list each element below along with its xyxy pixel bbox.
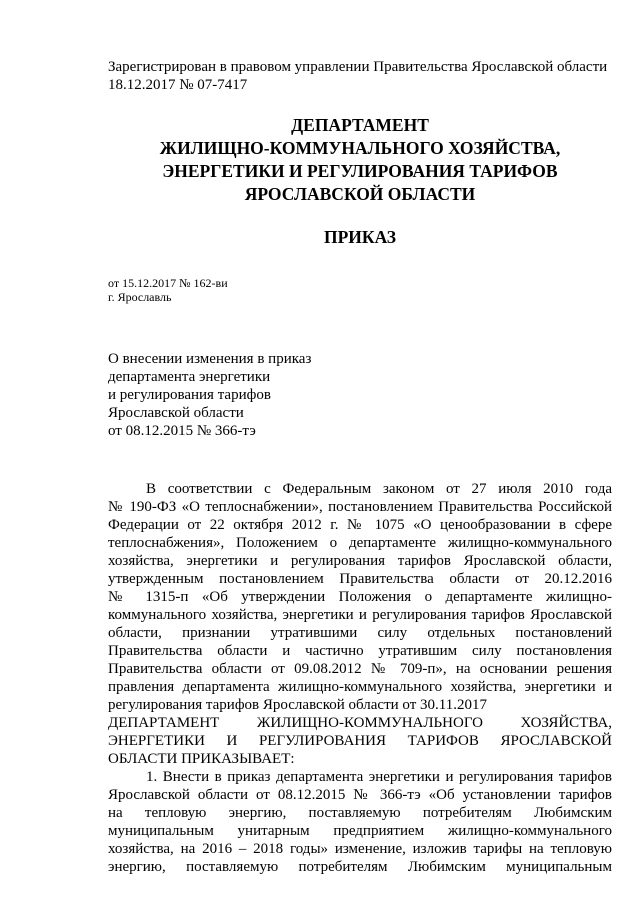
subject-line: О внесении изменения в приказ — [108, 351, 312, 367]
department-line-2: ЖИЛИЩНО-КОММУНАЛЬНОГО ХОЗЯЙСТВА, — [159, 138, 561, 158]
order-date-number: от 15.12.2017 № 162-ви — [108, 276, 228, 290]
preamble-line: области, признании утратившими силу отдельных постановлений — [108, 625, 612, 641]
order-verb-line: ОБЛАСТИ ПРИКАЗЫВАЕТ: — [108, 751, 295, 767]
preamble-line: В соответствии с Федеральным законом от 27 июля 2010 года — [146, 481, 612, 497]
order-body — [108, 480, 612, 876]
preamble-paragraph — [108, 480, 612, 714]
item-1-line: энергию, поставляемую потребителям Любимским муниципальным — [108, 859, 612, 875]
item-1-paragraph — [108, 768, 612, 876]
department-line-3: ЭНЕРГЕТИКИ И РЕГУЛИРОВАНИЯ ТАРИФОВ — [162, 161, 558, 181]
document-page — [108, 58, 612, 876]
preamble-line: Правительства области и частично утратившим силу постановления — [108, 643, 612, 659]
registration-line-1: Зарегистрирован в правовом управлении Правительства Ярославской области — [108, 59, 608, 75]
department-line-4: ЯРОСЛАВСКОЙ ОБЛАСТИ — [244, 184, 476, 204]
preamble-line: коммунального хозяйства, энергетики и регулирования тарифов Ярославской — [108, 607, 612, 623]
order-verb — [108, 714, 612, 768]
preamble-line: № 1315-п «Об утверждении Положения о департаменте жилищно- — [108, 589, 612, 605]
order-verb-line: ДЕПАРТАМЕНТ ЖИЛИЩНО-КОММУНАЛЬНОГО ХОЗЯЙСТВА, — [108, 715, 612, 731]
preamble-line: Федерации от 22 октября 2012 г. № 1075 «О ценообразовании в сфере — [108, 517, 612, 533]
preamble-line: № 190-ФЗ «О теплоснабжении», постановлением Правительства Российской — [108, 499, 612, 515]
subject-line: от 08.12.2015 № 366-тэ — [108, 423, 256, 439]
registration-line-2: 18.12.2017 № 07-7417 — [108, 77, 248, 93]
subject-line: Ярославской области — [108, 405, 244, 421]
preamble-line: правления департамента жилищно-коммунального хозяйства, энергетики и — [108, 679, 612, 695]
order-verb-line: ЭНЕРГЕТИКИ И РЕГУЛИРОВАНИЯ ТАРИФОВ ЯРОСЛАВСКОЙ — [108, 733, 612, 749]
item-1-line: Ярославской области от 08.12.2015 № 366-тэ «Об установлении тарифов — [108, 787, 612, 803]
order-meta — [108, 276, 612, 304]
subject-line: департамента энергетики — [108, 369, 271, 385]
order-city: г. Ярославль — [108, 290, 172, 304]
preamble-line: хозяйства, энергетики и регулирования тарифов Ярославской области, — [108, 553, 612, 569]
item-1-line: хозяйства, на 2016 – 2018 годы» изменение, изложив тарифы на тепловую — [108, 841, 612, 857]
item-1-line: муниципальным унитарным предприятием жилищно-коммунального — [108, 823, 612, 839]
registration-note — [108, 58, 612, 94]
preamble-line: Правительства области от 09.08.2012 № 709-п», на основании решения — [108, 661, 612, 677]
department-line-1: ДЕПАРТАМЕНТ — [291, 115, 429, 135]
order-subject — [108, 350, 612, 440]
department-header — [108, 114, 612, 206]
preamble-line: теплоснабжения», Положением о департаменте жилищно-коммунального — [108, 535, 612, 551]
order-title: ПРИКАЗ — [323, 227, 397, 247]
preamble-line: регулирования тарифов Ярославской области от 30.11.2017 — [108, 697, 487, 713]
preamble-line: утвержденным постановлением Правительства области от 20.12.2016 — [108, 571, 612, 587]
subject-line: и регулирования тарифов — [108, 387, 271, 403]
item-1-line: 1. Внести в приказ департамента энергетики и регулирования тарифов — [146, 769, 612, 785]
item-1-line: на тепловую энергию, поставляемую потребителям Любимским — [108, 805, 612, 821]
